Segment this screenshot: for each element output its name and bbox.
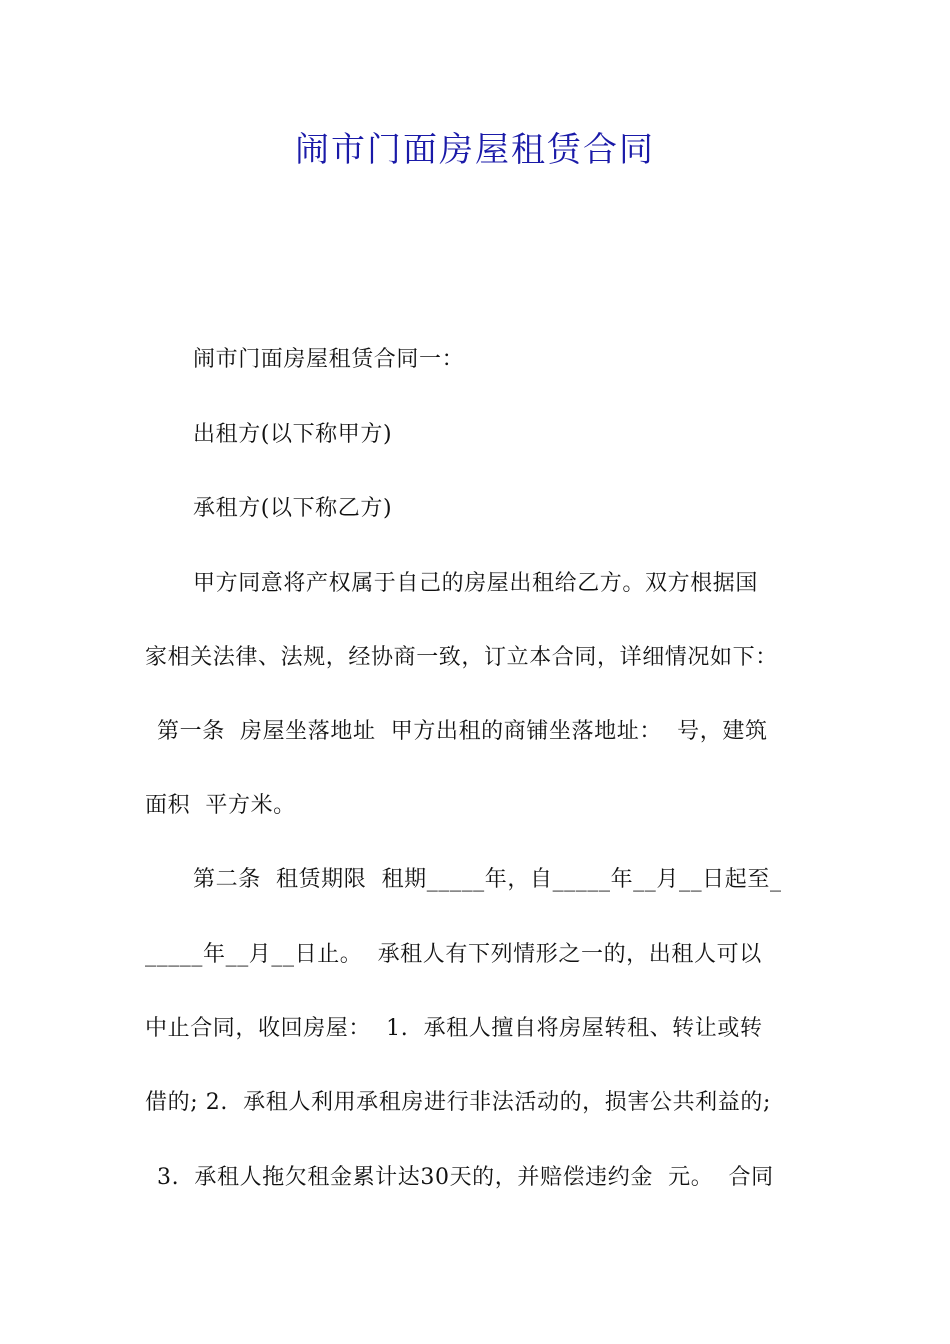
article-one-line: 第一条 房屋坐落地址 甲方出租的商铺坐落地址： 号，建筑: [157, 719, 768, 744]
article-two-line: 第二条 租赁期限 租期_____年，自_____年__月__日起至_: [193, 867, 782, 892]
paragraph-line: 中止合同，收回房屋： 1. 承租人擅自将房屋转租、转让或转: [145, 1016, 763, 1041]
paragraph-line: 甲方同意将产权属于自己的房屋出租给乙方。双方根据国: [193, 571, 759, 596]
paragraph-line: _____年__月__日止。 承租人有下列情形之一的，出租人可以: [145, 942, 762, 967]
lessor-line: 出租方(以下称甲方): [193, 422, 393, 447]
lessee-line: 承租方(以下称乙方): [193, 496, 393, 521]
paragraph-line: 家相关法律、法规，经协商一致，订立本合同，详细情况如下：: [145, 645, 778, 670]
paragraph-line: 借的; 2. 承租人利用承租房进行非法活动的，损害公共利益的;: [145, 1090, 771, 1115]
contract-heading-line: 闹市门面房屋租赁合同一：: [193, 347, 465, 372]
document-title: 闹市门面房屋租赁合同: [295, 130, 655, 170]
paragraph-line: 3. 承租人拖欠租金累计达30天的，并赔偿违约金 元。 合同: [157, 1165, 774, 1190]
paragraph-line: 面积 平方米。: [145, 793, 296, 818]
